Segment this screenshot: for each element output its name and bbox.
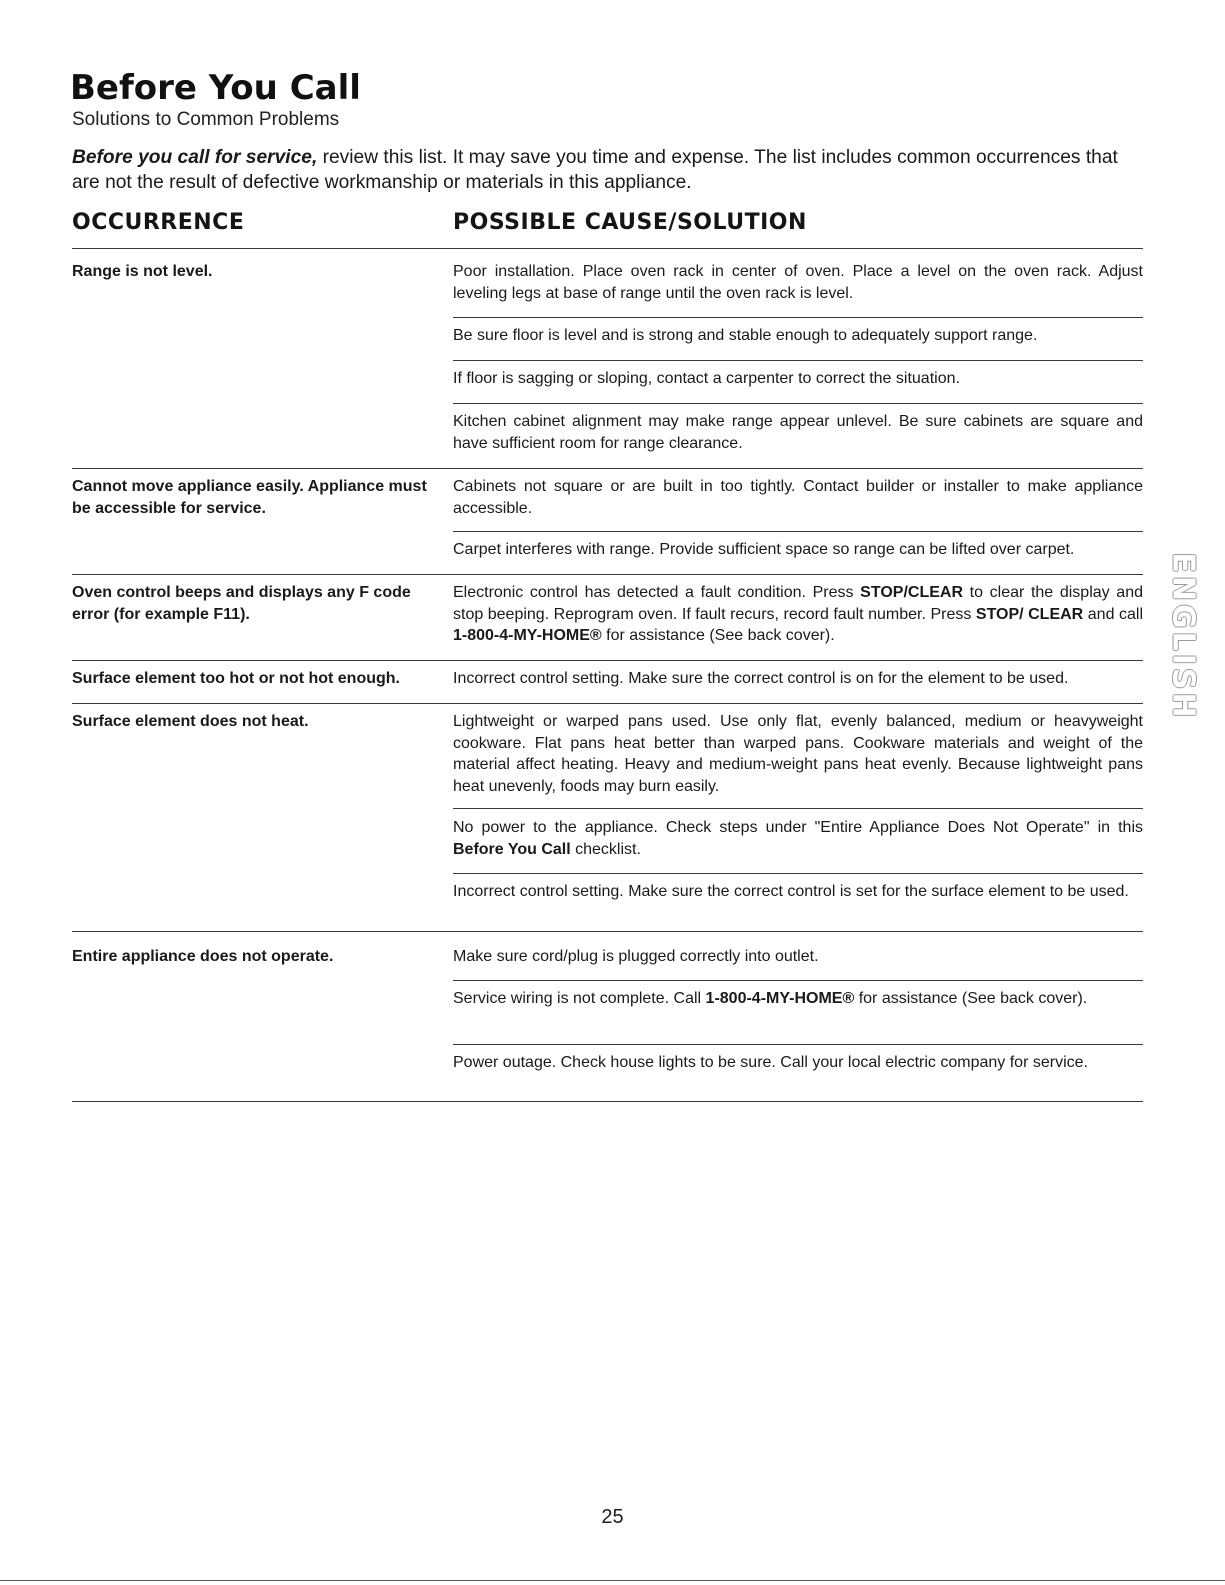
page-number: 25 [601, 1506, 624, 1528]
cause-divider [453, 980, 1143, 981]
intro-body: review this list. It may save you time and expense. The list includes common occurrences that are not the result of defective workmanship or materials in this appliance. [72, 147, 1118, 193]
cause-divider [453, 1044, 1143, 1045]
cause-incorrect-setting-element: Incorrect control setting. Make sure the correct control is set for the surface element to be used. [453, 883, 1129, 900]
occurrence-element-no-heat: Surface element does not heat. [72, 713, 309, 730]
cause-floor-level: Be sure floor is level and is strong and stable enough to adequately support range. [453, 327, 1038, 344]
row-divider [72, 468, 1143, 469]
occurrence-cannot-move: Cannot move appliance easily. Appliance must be accessible for service. [72, 478, 427, 517]
cause-text: for assistance (See back cover). [854, 990, 1088, 1007]
stop-clear-key-label: STOP/CLEAR [860, 584, 963, 601]
cause-cabinets-not-square: Cabinets not square or are built in too tightly. Contact builder or installer to make appliance accessible. [453, 478, 1143, 517]
cause-divider [453, 403, 1143, 404]
cause-cord-plug: Make sure cord/plug is plugged correctly into outlet. [453, 948, 819, 965]
cause-text: checklist. [570, 840, 641, 858]
cause-electronic-fault [453, 582, 1143, 647]
checklist-reference: Before You Call [453, 840, 571, 858]
cause-floor-sagging: If floor is sagging or sloping, contact a carpenter to correct the situation. [453, 370, 960, 387]
occurrence-range-not-level: Range is not level. [72, 263, 213, 280]
cause-poor-installation: Poor installation. Place oven rack in center of oven. Place a level on the oven rack. Adjust leveling legs at base of range until the oven rack is level. [453, 263, 1143, 302]
row-divider [72, 931, 1143, 932]
occurrence-column-header: OCCURRENCE [72, 210, 245, 235]
cause-text: Electronic control has detected a fault condition. Press [453, 584, 861, 601]
cause-divider [453, 531, 1143, 532]
header-rule [72, 248, 1143, 249]
stop-clear-key-label: STOP/ CLEAR [975, 605, 1084, 623]
cause-incorrect-setting: Incorrect control setting. Make sure the correct control is on for the element to be used. [453, 670, 1069, 687]
intro-lead: Before you call for service, [72, 147, 318, 168]
language-tab-label: ENGLISH [1165, 551, 1201, 721]
row-divider [72, 703, 1143, 704]
page-bottom-edge [0, 1580, 1225, 1581]
cause-divider [453, 317, 1143, 318]
cause-text: Service wiring is not complete. Call [453, 990, 706, 1007]
occurrence-f-code-error: Oven control beeps and displays any F code error (for example F11). [72, 584, 411, 623]
cause-text: and call [1083, 605, 1143, 623]
cause-text: to clear the display and stop beeping. Reprogram oven. If fault recurs, record fault number. Press [453, 584, 1144, 623]
row-divider [72, 574, 1143, 575]
cause-service-wiring [453, 988, 1143, 1010]
service-phone-number: 1-800-4-MY-HOME® [705, 990, 855, 1007]
page-title: Before You Call [70, 68, 361, 108]
cause-column-header: POSSIBLE CAUSE/SOLUTION [453, 210, 807, 235]
cause-power-outage: Power outage. Check house lights to be sure. Call your local electric company for service. [453, 1054, 1088, 1071]
cause-divider [453, 873, 1143, 874]
cause-text: No power to the appliance. Check steps under "Entire Appliance Does Not Operate" in this [453, 819, 1143, 836]
service-phone-number: 1-800-4-MY-HOME® [453, 627, 602, 644]
intro-paragraph [72, 145, 1147, 195]
cause-cabinet-alignment: Kitchen cabinet alignment may make range appear unlevel. Be sure cabinets are square and have sufficient room for range clearance. [453, 413, 1143, 452]
cause-divider [453, 360, 1143, 361]
occurrence-element-temperature: Surface element too hot or not hot enough. [72, 670, 400, 687]
cause-text: for assistance (See back cover). [601, 627, 835, 644]
row-divider [72, 660, 1143, 661]
cause-no-power [453, 817, 1143, 860]
cause-warped-pans: Lightweight or warped pans used. Use only flat, evenly balanced, medium or heavyweight cookware. Flat pans heat better than warped pans. Cookware materials and weight of the material affect heating. Heavy and medium-weight pans heat evenly. Because lightweight pans heat unevenly, foods may burn easily. [453, 713, 1143, 795]
page-subtitle: Solutions to Common Problems [72, 109, 340, 130]
occurrence-appliance-not-operate: Entire appliance does not operate. [72, 948, 334, 965]
cause-divider [453, 808, 1143, 809]
cause-carpet-interferes: Carpet interferes with range. Provide sufficient space so range can be lifted over carpet. [453, 541, 1075, 558]
table-bottom-rule [72, 1101, 1143, 1102]
language-tab [1163, 551, 1203, 721]
